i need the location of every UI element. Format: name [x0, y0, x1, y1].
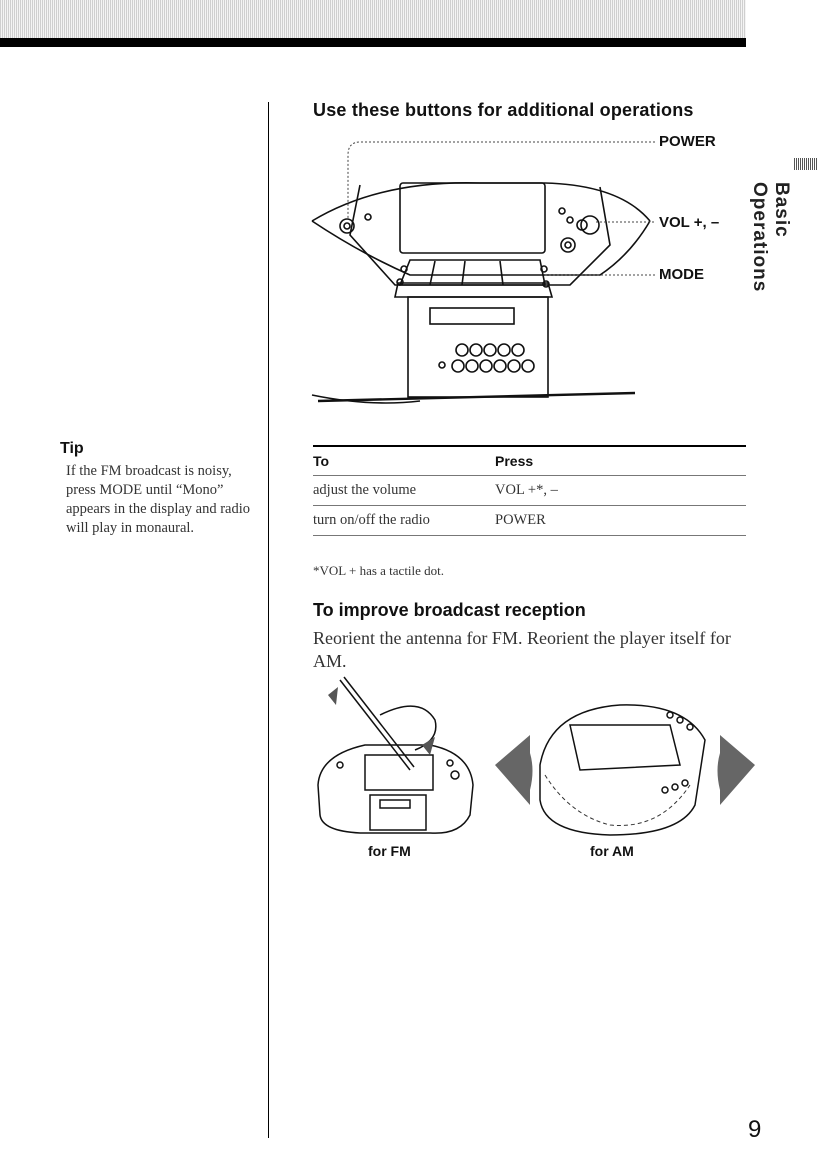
- am-rotation-illustration: [490, 695, 760, 845]
- side-tab-marker: [794, 158, 818, 170]
- caption-am: for AM: [590, 843, 634, 859]
- tip-text: If the FM broadcast is noisy, press MODE until “Mono” appears in the display and radio will play in monaural.: [66, 463, 251, 536]
- header-rule: [0, 38, 746, 47]
- caption-fm: for FM: [368, 843, 411, 859]
- callout-mode: MODE: [659, 266, 704, 283]
- callout-power: POWER: [659, 133, 716, 150]
- table-cell: adjust the volume: [313, 482, 417, 498]
- callout-vol: VOL +, –: [659, 214, 720, 231]
- table-cell: turn on/off the radio: [313, 512, 430, 528]
- side-tab-label: Basic Operations: [749, 182, 792, 293]
- table-row: [313, 506, 746, 536]
- section-title-reception: To improve broadcast reception: [313, 600, 586, 620]
- column-divider: [268, 102, 269, 1138]
- section-title-operations: Use these buttons for additional operations: [313, 100, 694, 120]
- table-row: [313, 476, 746, 506]
- operations-table: [313, 445, 746, 536]
- fm-antenna-illustration: [310, 665, 485, 840]
- table-header-to: To: [313, 453, 330, 469]
- reception-text: Reorient the antenna for FM. Reorient the player itself for AM.: [313, 628, 731, 671]
- header-bar: [0, 0, 746, 40]
- footnote: *VOL + has a tactile dot.: [313, 563, 445, 578]
- table-header-press: Press: [495, 453, 534, 469]
- table-header-row: [313, 447, 746, 476]
- tip-title: Tip: [60, 440, 84, 457]
- table-cell: VOL +*, –: [495, 482, 558, 498]
- table-cell: POWER: [495, 512, 546, 528]
- page-number: 9: [748, 1116, 762, 1143]
